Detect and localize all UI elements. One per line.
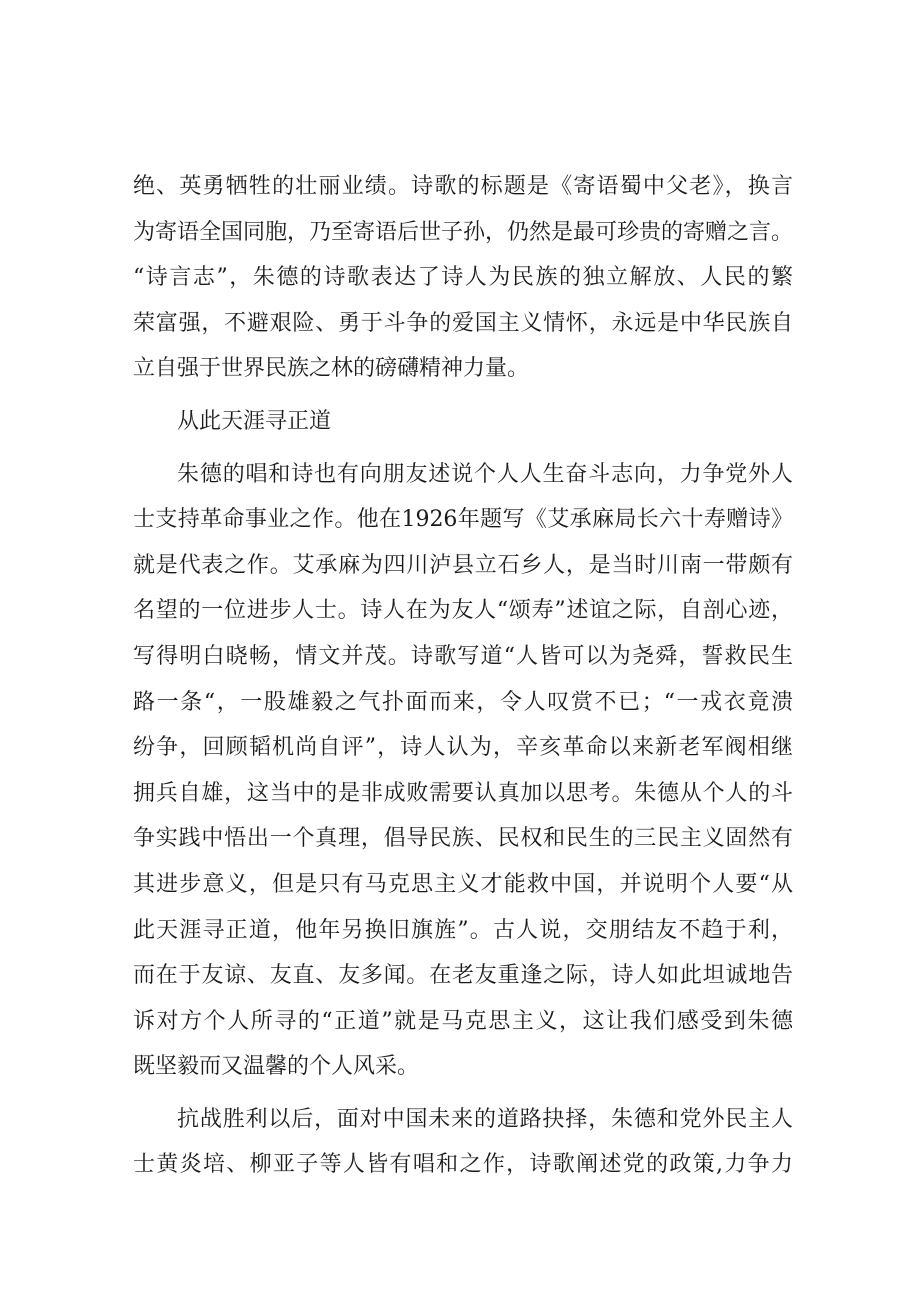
text-line: 朱德的唱和诗也有向朋友述说个人人生奋斗志向，力争党外人 (177, 461, 793, 487)
text-line: 抗战胜利以后，面对中国未来的道路抉择，朱德和党外民主人 (177, 1106, 793, 1132)
text-line: 就是代表之作。艾承麻为四川泸县立石乡人，是当时川南一带颇有 (133, 552, 793, 578)
text-line: 荣富强，不避艰险、勇于斗争的爱国主义情怀，永远是中华民族自 (133, 310, 793, 336)
text-line: 绝、英勇牺牲的壮丽业绩。诗歌的标题是《寄语蜀中父老》，换言 (133, 174, 793, 199)
text-line: 其进步意义，但是只有马克思主义才能救中国，并说明个人要“从 (133, 871, 793, 897)
paragraph (133, 164, 793, 392)
text-line: 从此天涯寻正道 (177, 408, 332, 434)
paragraph-gap (133, 1090, 793, 1097)
text-line: 士黄炎培、柳亚子等人皆有唱和之作，诗歌阐述党的政策,力争力 (133, 1152, 793, 1178)
text-line: “诗言志”，朱德的诗歌表达了诗人为民族的独立解放、人民的繁 (133, 265, 793, 291)
article-body (133, 164, 793, 1188)
text-line: 争实践中悟出一个真理，倡导民族、民权和民生的三民主义固然有 (133, 826, 793, 852)
text-line: 路一条“，一股雄毅之气扑面而来，令人叹赏不已；“一戎衣竟溃 (133, 689, 793, 715)
text-line: 纷争，回顾韬机尚自评”，诗人认为，辛亥革命以来新老军阀相继 (133, 735, 793, 761)
text-line: 此天涯寻正道，他年另换旧旗旌”。古人说，交朋结友不趋于利， (133, 917, 793, 943)
text-line: 写得明白晓畅，情文并茂。诗歌写道“人皆可以为尧舜，誓救民生 (133, 643, 793, 669)
section-heading (133, 399, 793, 445)
text-line: 士支持革命事业之作。他在1926年题写《艾承麻局长六十寿赠诗》 (133, 507, 793, 533)
paragraph-gap (133, 392, 793, 399)
paragraph (133, 452, 793, 1090)
text-line: 拥兵自雄，这当中的是非成败需要认真加以思考。朱德从个人的斗 (133, 780, 793, 806)
text-line: 而在于友谅、友直、友多闻。在老友重逢之际，诗人如此坦诚地告 (133, 963, 793, 989)
text-line: 既坚毅而又温馨的个人风采。 (133, 1054, 420, 1080)
text-line: 名望的一位进步人士。诗人在为友人“颂寿”述谊之际，自剖心迹， (133, 598, 793, 624)
text-line: 为寄语全国同胞，乃至寄语后世子孙，仍然是最可珍贵的寄赠之言。 (133, 219, 793, 245)
text-line: 立自强于世界民族之林的磅礴精神力量。 (133, 356, 530, 382)
paragraph (133, 1097, 793, 1188)
text-line: 诉对方个人所寻的“正道”就是马克思主义，这让我们感受到朱德 (133, 1008, 793, 1034)
paragraph-gap (133, 445, 793, 452)
